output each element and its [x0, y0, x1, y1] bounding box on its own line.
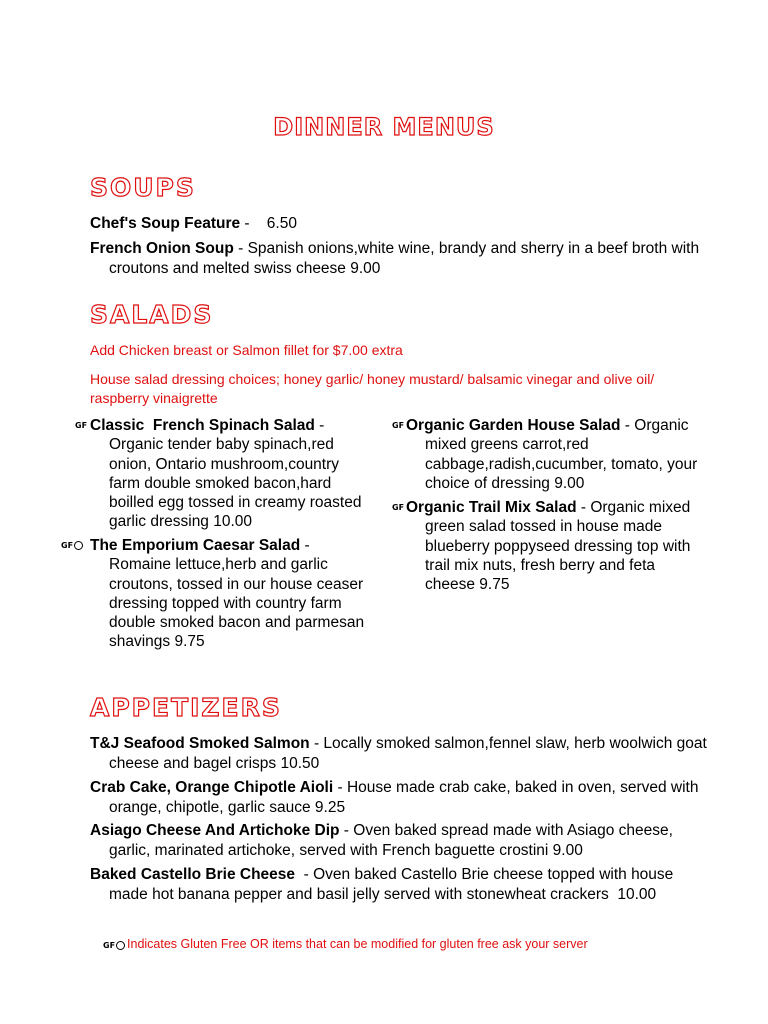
item-description: - Spanish onions,white wine, brandy and sherry in a beef broth with croutons and melted swiss cheese 9.00	[109, 240, 700, 277]
item-name: Classic French Spinach Salad	[90, 417, 315, 434]
item-name: Chef's Soup Feature	[90, 215, 241, 232]
item-description: - 6.50	[240, 215, 297, 232]
section-heading-appetizers: APPETIZERS	[90, 693, 282, 722]
gluten-free-icon: GF	[103, 941, 127, 950]
menu-item	[90, 416, 371, 532]
page-title: DINNER MENUS	[273, 113, 495, 141]
section-heading-soups: SOUPS	[90, 173, 196, 202]
menu-item	[90, 821, 709, 861]
menu-item	[90, 778, 709, 818]
menu-item	[406, 416, 705, 493]
menu-item	[90, 734, 709, 774]
item-description: - Organic mixed greens carrot,red cabbage,radish,cucumber, tomato, your choice of dressing 9.00	[425, 417, 698, 492]
item-name: Asiago Cheese And Artichoke Dip	[90, 822, 340, 839]
gluten-free-icon: GF	[75, 421, 88, 430]
gluten-free-icon: GF	[392, 503, 405, 512]
gluten-free-icon: GF	[392, 421, 405, 430]
menu-item	[90, 214, 709, 234]
item-name: Organic Garden House Salad	[406, 417, 621, 434]
section-heading-salads: SALADS	[90, 300, 214, 329]
item-name: Crab Cake, Orange Chipotle Aioli	[90, 779, 334, 796]
gluten-free-icon: GF	[61, 541, 83, 550]
item-name: T&J Seafood Smoked Salmon	[90, 735, 310, 752]
salad-note-dressings: House salad dressing choices; honey garlic/ honey mustard/ balsamic vinegar and olive oil/ raspberry vinaigrette	[90, 371, 655, 406]
salad-note-extra: Add Chicken breast or Salmon fillet for $7.00 extra	[90, 342, 403, 358]
item-description: - Oven baked spread made with Asiago cheese, garlic, marinated artichoke, served with French baguette crostini 9.00	[109, 822, 673, 859]
item-name: Baked Castello Brie Cheese	[90, 866, 296, 883]
menu-item	[406, 498, 705, 594]
gluten-free-note	[103, 937, 588, 951]
gluten-free-note-text: Indicates Gluten Free OR items that can be modified for gluten free ask your server	[127, 937, 588, 951]
item-description: - Locally smoked salmon,fennel slaw, herb woolwich goat cheese and bagel crisps 10.50	[109, 735, 707, 772]
menu-item	[90, 536, 371, 652]
item-name: Organic Trail Mix Salad	[406, 499, 577, 516]
item-name: The Emporium Caesar Salad	[90, 537, 301, 554]
item-description: - Oven baked Castello Brie cheese topped with house made hot banana pepper and basil jelly served with stonewheat crackers 10.00	[109, 866, 678, 903]
item-name: French Onion Soup	[90, 240, 234, 257]
item-description: - Romaine lettuce,herb and garlic croutons, tossed in our house ceaser dressing topped with country farm double smoked bacon and parmesan shavings 9.75	[109, 537, 365, 651]
item-description: - Organic tender baby spinach,red onion, Ontario mushroom,country farm double smoked bacon,hard boilled egg tossed in creamy roasted garlic dressing 10.00	[109, 417, 362, 531]
menu-item	[90, 239, 709, 279]
item-description: - Organic mixed green salad tossed in house made blueberry poppyseed dressing top with trail mix nuts, fresh berry and feta cheese 9.75	[425, 499, 691, 594]
item-description: - House made crab cake, baked in oven, served with orange, chipotle, garlic sauce 9.25	[109, 779, 699, 816]
menu-item	[90, 865, 709, 905]
